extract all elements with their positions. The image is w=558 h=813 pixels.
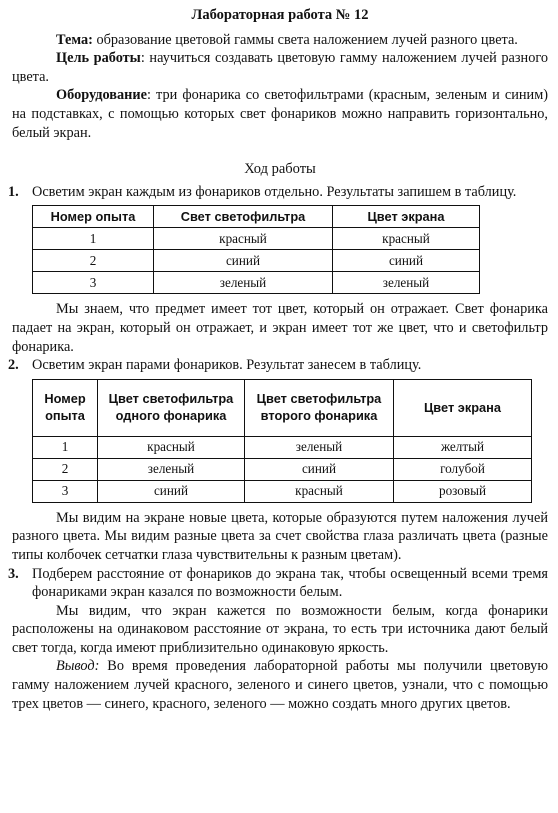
- step-3: [8, 565, 548, 602]
- step-1-number: 1.: [8, 183, 19, 200]
- table-header-row: [33, 206, 480, 228]
- step-3-number: 3.: [8, 565, 19, 582]
- equipment-text: : три фонарика со светофильтрами (красным, зеленым и синим) на подставках, с помощью которых свет фонариков можно направить горизонтально, белый экран.: [12, 87, 548, 141]
- goal-label: Цель работы: [56, 50, 141, 67]
- page-title: Лабораторная работа № 12: [191, 7, 369, 23]
- table-single-lights: [32, 205, 480, 294]
- equipment-label: Оборудование: [56, 87, 147, 104]
- paragraph-new-colors: Мы видим на экране новые цвета, которые образуются путем наложения лучей разного цвета. Мы видим разные цвета за счет свойства глаза различать цвета (разные типы колбочек сетчатки глаза чувствительны к разным цветам).: [12, 509, 548, 563]
- topic-text: образование цветовой гаммы света наложением лучей разного цвета.: [92, 31, 518, 48]
- goal-text: : научиться создавать цветовую гамму наложением лучей разного цвета.: [12, 50, 549, 85]
- step-3-text: Подберем расстояние от фонариков до экрана так, чтобы освещенный всеми тремя фонариками экран казался по возможности белым.: [32, 565, 548, 601]
- equipment-paragraph: [12, 86, 548, 142]
- topic-paragraph: [12, 31, 548, 50]
- table-cell: красный: [98, 436, 245, 458]
- table-cell: синий: [98, 480, 245, 502]
- table-row: [33, 480, 532, 502]
- table-row: [33, 272, 480, 294]
- table-cell: синий: [333, 250, 480, 272]
- table-header-cell: Номер опыта: [33, 379, 98, 436]
- table-cell: зеленый: [154, 272, 333, 294]
- goal-paragraph: [12, 49, 548, 86]
- conclusion-text: Во время проведения лабораторной работы мы получили цветовую гамму наложением лучей красного, зеленого и синего цветов, узнали, что с помощью трех цветов — синего, красного, зеленого — можно создать много других цветов.: [12, 658, 548, 712]
- table-header-row: [33, 379, 532, 436]
- table-row: [33, 436, 532, 458]
- table-cell: 2: [33, 250, 154, 272]
- table-cell: красный: [333, 228, 480, 250]
- table-cell: желтый: [394, 436, 532, 458]
- table-paired-lights: [32, 379, 532, 503]
- table-cell: красный: [245, 480, 394, 502]
- conclusion-paragraph: [12, 657, 548, 713]
- table-cell: красный: [154, 228, 333, 250]
- paragraph-reflection: Мы знаем, что предмет имеет тот цвет, который он отражает. Свет фонарика падает на экран, который он отражает, и экран имеет тот же цвет, что и светофильтр фонарика.: [12, 301, 548, 355]
- table-cell: зеленый: [98, 458, 245, 480]
- table-cell: синий: [245, 458, 394, 480]
- step-2-text: Осветим экран парами фонариков. Результат занесем в таблицу.: [32, 357, 422, 374]
- table-cell: 1: [33, 436, 98, 458]
- conclusion-label: Вывод:: [56, 658, 100, 675]
- table-header-cell: Свет светофильтра: [154, 206, 333, 228]
- table-cell: зеленый: [333, 272, 480, 294]
- paragraph-white-light: Мы видим, что экран кажется по возможности белым, когда фонарики расположены на одинаковом расстояние от экрана, то есть три источника дают белый свет тогда, когда имеют приблизительно одинаковую яркость.: [12, 602, 548, 656]
- table-cell: зеленый: [245, 436, 394, 458]
- table-row: [33, 250, 480, 272]
- table-header-cell: Номер опыта: [33, 206, 154, 228]
- table-row: [33, 228, 480, 250]
- table-cell: голубой: [394, 458, 532, 480]
- table-cell: 1: [33, 228, 154, 250]
- step-1-text: Осветим экран каждым из фонариков отдельно. Результаты запишем в таблицу.: [32, 183, 517, 200]
- table-cell: 3: [33, 480, 98, 502]
- table-header-cell: Цвет экрана: [394, 379, 532, 436]
- table-header-cell: Цвет экрана: [333, 206, 480, 228]
- table-header-cell: Цвет светофильтра второго фонарика: [245, 379, 394, 436]
- step-2: [8, 356, 548, 375]
- table-row: [33, 458, 532, 480]
- table-cell: синий: [154, 250, 333, 272]
- topic-label: Тема:: [56, 31, 93, 48]
- table-cell: розовый: [394, 480, 532, 502]
- table-cell: 3: [33, 272, 154, 294]
- table-header-cell: Цвет светофильтра одного фонарика: [98, 379, 245, 436]
- step-2-number: 2.: [8, 357, 19, 374]
- table-cell: 2: [33, 458, 98, 480]
- step-1: [8, 183, 548, 202]
- procedure-heading: Ход работы: [244, 161, 316, 178]
